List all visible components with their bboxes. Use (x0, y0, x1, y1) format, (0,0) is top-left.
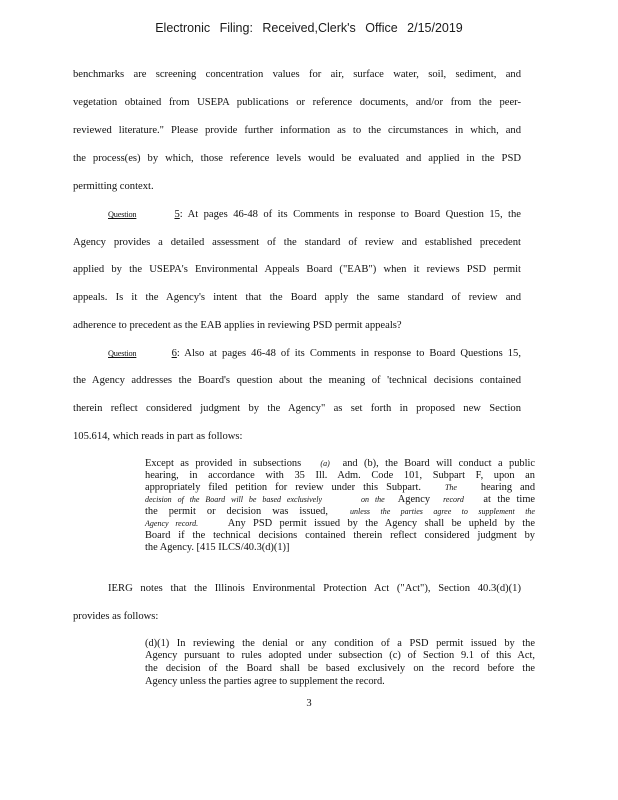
quote-text: the permit or decision was issued, (145, 506, 328, 517)
question-6-text: : Also at pages 46-48 of its Comments in response to Board Questions 15, (176, 348, 521, 359)
body-text-line: the Agency addresses the Board's question about the meaning of 'technical decisions contained (73, 375, 521, 386)
body-text-line: applied by the USEPA's Environmental Appeals Board ("EAB") when it reviews PSD permit (73, 264, 521, 275)
quote-italic-text: decision of the Board will be based exclusively (145, 495, 323, 504)
quote-italic-text: Agency record. (145, 519, 199, 528)
body-text-line: therein reflect considered judgment by the Agency" as set forth in proposed new Section (73, 403, 521, 414)
quote-text: at the time (483, 494, 536, 505)
body-text-line: reviewed literature." Please provide further information as to the circumstances in which, and (73, 125, 521, 136)
body-text-line: appeals. Is it the Agency's intent that the Board apply the same standard of review and (73, 292, 521, 303)
quote-line (145, 494, 535, 506)
body-text-line: adherence to precedent as the EAB applies in reviewing PSD permit appeals? (73, 320, 402, 331)
quote-text: Agency (397, 494, 431, 505)
question-6-label: Question (108, 349, 137, 358)
quote-italic-text: unless the parties agree to supplement the (350, 507, 535, 516)
body-text-line: benchmarks are screening concentration values for air, surface water, soil, sediment, and (73, 69, 521, 80)
quote-text: Except as provided in subsections (145, 458, 302, 469)
quote-line: (d)(1) In reviewing the denial or any condition of a PSD permit issued by the (145, 638, 535, 649)
filing-header: Electronic Filing: Received,Clerk's Office 2/15/2019 (155, 21, 463, 35)
quote-italic-text: (a) (320, 459, 330, 468)
quote-text: hearing and (480, 482, 536, 493)
question-5-first-line (108, 208, 521, 221)
quote-line (145, 506, 535, 518)
quote-line (145, 458, 535, 470)
quote-line: Agency pursuant to rules adopted under subsection (c) of Section 9.1 of this Act, (145, 650, 535, 661)
body-text-line: permitting context. (73, 181, 154, 192)
quote-line: the decision of the Board shall be based exclusively on the record before the (145, 663, 535, 674)
quote-italic-text: record (443, 495, 464, 504)
body-text-line: 105.614, which reads in part as follows: (73, 431, 243, 442)
body-text-line: Agency provides a detailed assessment of the standard of review and established precedent (73, 237, 521, 248)
body-text-line: IERG notes that the Illinois Environmental Protection Act ("Act"), Section 40.3(d)(1) (108, 583, 521, 594)
quote-line: Agency unless the parties agree to supplement the record. (145, 676, 385, 687)
question-6-number: 6 (171, 348, 177, 359)
body-text-line: vegetation obtained from USEPA publications or reference documents, and/or from the peer- (73, 97, 521, 108)
question-5-text: : At pages 46-48 of its Comments in response to Board Question 15, the (179, 209, 521, 220)
quote-line: the Agency. [415 ILCS/40.3(d)(1)] (145, 542, 290, 553)
quote-italic-text: on the (361, 495, 385, 504)
quote-line (145, 518, 535, 530)
quote-text: Any PSD permit issued by the Agency shall be upheld by the (227, 518, 535, 529)
body-text-line: the process(es) by which, those reference levels would be evaluated and applied in the PSD (73, 153, 521, 164)
question-5-number: 5 (174, 209, 180, 220)
page-number: 3 (306, 698, 312, 709)
question-5-label: Question (108, 210, 137, 219)
quote-line (145, 482, 535, 494)
question-6-first-line (108, 347, 521, 360)
quote-text: and (b), the Board will conduct a public (342, 458, 535, 469)
quote-text: appropriately filed petition for review under this Subpart. (145, 482, 421, 493)
quote-italic-text: The (444, 483, 457, 492)
body-text-line: provides as follows: (73, 611, 159, 622)
quote-line: hearing, in accordance with 35 Ill. Adm. Code 101, Subpart F, upon an (145, 470, 535, 481)
quote-line: Board if the technical decisions contained therein reflect considered judgment by (145, 530, 535, 541)
